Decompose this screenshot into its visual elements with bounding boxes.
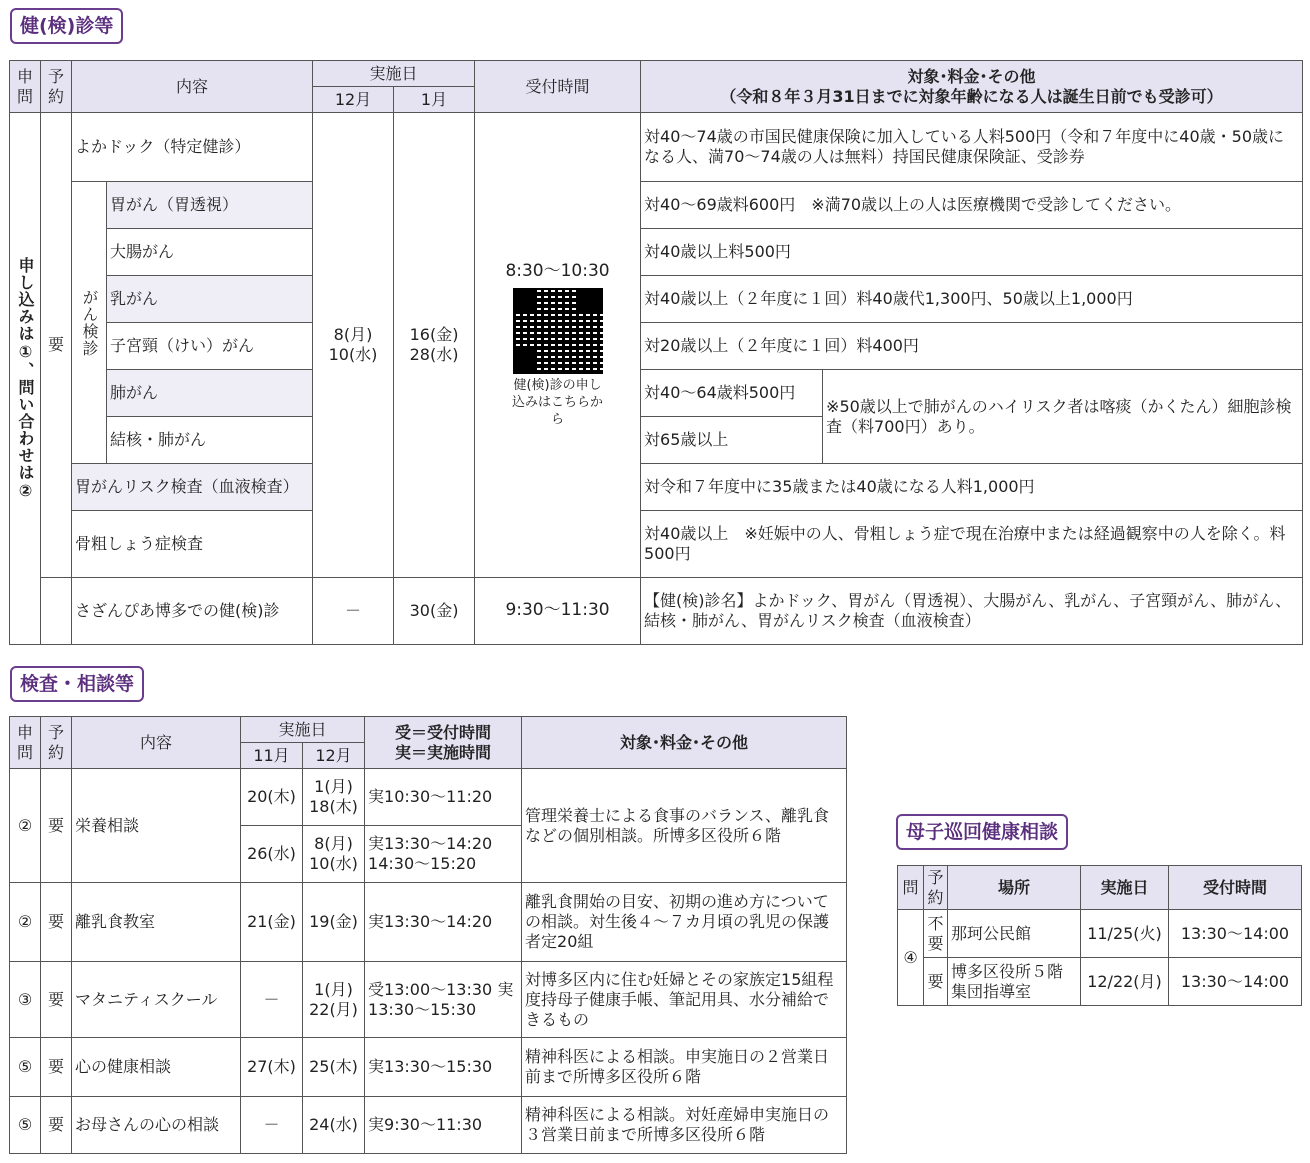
row-dec: 25(木)	[303, 1038, 365, 1097]
row-no: ③	[10, 962, 41, 1038]
legend-uketsuke: 受＝受付時間	[395, 722, 492, 742]
row-name: 離乳食教室	[72, 883, 241, 962]
header-taisho-main: 対象･料金･その他	[907, 66, 1036, 86]
row-nov: －	[241, 962, 303, 1038]
row-time: 実13:30～14:20	[365, 883, 522, 962]
boshi-date: 11/25(火)	[1081, 910, 1169, 958]
exam-detail-breast: 対40歳以上（２年度に１回）料40歳代1,300円、50歳以上1,000円	[641, 276, 1303, 323]
row-detail: 精神科医による相談。申実施日の２営業日前まで所博多区役所６階	[522, 1038, 847, 1097]
exam-detail-yoka-dock: 対40～74歳の市国民健康保険に加入している人料500円（令和７年度中に40歳・50歳になる人、満70～74歳の人は無料）持国民健康保険証、受診券	[641, 113, 1303, 182]
row-yoyaku: 要	[41, 1097, 72, 1154]
boshi-table	[897, 865, 1302, 1006]
row-time: 受13:00～13:30 実13:30～15:30	[365, 962, 522, 1038]
exam-name-colon: 大腸がん	[107, 229, 313, 276]
row-no: ②	[10, 883, 41, 962]
eiyou-dec-1: 1(月) 18(木)	[303, 769, 365, 826]
exam-detail-tb-lung: 対65歳以上	[641, 417, 823, 464]
header-uketsuke: 受付時間	[475, 61, 641, 113]
header-taisho	[641, 61, 1303, 113]
dates-dec: 8(月) 10(水)	[313, 113, 394, 578]
header-jisshibi: 実施日	[313, 61, 475, 87]
header-taisho-note: （令和８年３月31日までに対象年齢になる人は誕生日前でも受診可）	[720, 86, 1223, 106]
row-name: お母さんの心の相談	[72, 1097, 241, 1154]
exam-name-cervical: 子宮頸（けい）がん	[107, 323, 313, 370]
header2-naiyou: 内容	[72, 717, 241, 769]
header3-time: 受付時間	[1169, 866, 1302, 910]
section-title-boshi: 母子巡回健康相談	[896, 814, 1068, 850]
exam-name-yoka-dock: よかドック（特定健診）	[72, 113, 313, 182]
gan-kenshin-label: がん検診	[72, 182, 107, 464]
exam-detail-osteoporosis: 対40歳以上 ※妊娠中の人、骨粗しょう症で現在治療中または経過観察中の人を除く。料500円	[641, 511, 1303, 578]
header-naiyou: 内容	[72, 61, 313, 113]
reception-cell	[475, 113, 641, 578]
section-title-kensa-soudan: 検査・相談等	[10, 666, 144, 702]
boshi-date: 12/22(月)	[1081, 958, 1169, 1006]
application-note: 申し込みは①、問い合わせは②	[10, 113, 41, 645]
row-detail: 精神科医による相談。対妊産婦申実施日の３営業日前まで所博多区役所６階	[522, 1097, 847, 1154]
header-jan: 1月	[394, 87, 475, 113]
row-nov: 21(金)	[241, 883, 303, 962]
qr-caption: 健(検)診の申し込みはこちらから	[512, 378, 604, 428]
exam-detail-colon: 対40歳以上料500円	[641, 229, 1303, 276]
row-yoyaku: 要	[41, 883, 72, 962]
header2-yoyaku: 予約	[41, 717, 72, 769]
exam-name-breast: 乳がん	[107, 276, 313, 323]
exam-name-gastric-risk: 胃がんリスク検査（血液検査）	[72, 464, 313, 511]
eiyou-nov-1: 20(木)	[241, 769, 303, 826]
row-no: ⑤	[10, 1038, 41, 1097]
row-dec: 1(月) 22(月)	[303, 962, 365, 1038]
header3-date: 実施日	[1081, 866, 1169, 910]
header2-legend	[365, 717, 522, 769]
exam-detail-cervical: 対20歳以上（２年度に１回）料400円	[641, 323, 1303, 370]
eiyou-dec-2: 8(月) 10(水)	[303, 826, 365, 883]
legend-jisshi: 実＝実施時間	[395, 742, 492, 762]
row-time: 実9:30～11:30	[365, 1097, 522, 1154]
header3-yoyaku: 予約	[924, 866, 948, 910]
sazanpia-yoyaku-blank	[41, 578, 72, 645]
eiyou-time-2: 実13:30～14:20 14:30～15:20	[365, 826, 522, 883]
boshi-yoyaku: 要	[924, 958, 948, 1006]
sazanpia-time: 9:30～11:30	[475, 578, 641, 645]
exam-name-stomach: 胃がん（胃透視）	[107, 182, 313, 229]
kensa-soudan-table	[9, 716, 847, 1154]
eiyou-detail: 管理栄養士による食事のバランス、離乳食などの個別相談。所博多区役所６階	[522, 769, 847, 883]
header-dec: 12月	[313, 87, 394, 113]
section-title-kenshin: 健(検)診等	[10, 8, 123, 44]
eiyou-name: 栄養相談	[72, 769, 241, 883]
boshi-place: 博多区役所５階集団指導室	[948, 958, 1081, 1006]
qr-code[interactable]	[513, 288, 603, 374]
row-yoyaku: 要	[41, 962, 72, 1038]
row-name: 心の健康相談	[72, 1038, 241, 1097]
row-nov: －	[241, 1097, 303, 1154]
boshi-no: ④	[898, 910, 924, 1006]
exam-detail-sazanpia: 【健(検)診名】よかドック、胃がん（胃透視）、大腸がん、乳がん、子宮頸がん、肺がん、結核・肺がん、胃がんリスク検査（血液検査）	[641, 578, 1303, 645]
kenshin-table	[9, 60, 1303, 645]
header-yoyaku: 予約	[41, 61, 72, 113]
row-nov: 27(木)	[241, 1038, 303, 1097]
header-ko-toi: 申 問	[10, 61, 41, 113]
row-dec: 19(金)	[303, 883, 365, 962]
header2-dec: 12月	[303, 743, 365, 769]
reception-time: 8:30～10:30	[505, 261, 610, 282]
eiyou-no: ②	[10, 769, 41, 883]
boshi-time: 13:30～14:00	[1169, 958, 1302, 1006]
eiyou-yoyaku: 要	[41, 769, 72, 883]
header2-taisho: 対象･料金･その他	[522, 717, 847, 769]
row-no: ⑤	[10, 1097, 41, 1154]
boshi-time: 13:30～14:00	[1169, 910, 1302, 958]
exam-detail-gastric-risk: 対令和７年度中に35歳または40歳になる人料1,000円	[641, 464, 1303, 511]
exam-detail-lung: 対40～64歳料500円	[641, 370, 823, 417]
yoyaku-required: 要	[41, 113, 72, 578]
row-name: マタニティスクール	[72, 962, 241, 1038]
lung-note: ※50歳以上で肺がんのハイリスク者は喀痰（かくたん）細胞診検査（料700円）あり。	[823, 370, 1303, 464]
row-time: 実13:30～15:30	[365, 1038, 522, 1097]
sazanpia-dec: －	[313, 578, 394, 645]
header2-ko-toi: 申 問	[10, 717, 41, 769]
header2-nov: 11月	[241, 743, 303, 769]
eiyou-time-1: 実10:30～11:20	[365, 769, 522, 826]
exam-name-lung: 肺がん	[107, 370, 313, 417]
header3-place: 場所	[948, 866, 1081, 910]
row-detail: 対博多区内に住む妊婦とその家族定15組程度持母子健康手帳、筆記用具、水分補給できるもの	[522, 962, 847, 1038]
exam-name-tb-lung: 結核・肺がん	[107, 417, 313, 464]
row-dec: 24(水)	[303, 1097, 365, 1154]
header3-toi: 問	[898, 866, 924, 910]
exam-name-osteoporosis: 骨粗しょう症検査	[72, 511, 313, 578]
row-detail: 離乳食開始の目安、初期の進め方についての相談。対生後４～７カ月頃の乳児の保護者定20組	[522, 883, 847, 962]
exam-detail-stomach: 対40～69歳料600円 ※満70歳以上の人は医療機関で受診してください。	[641, 182, 1303, 229]
row-yoyaku: 要	[41, 1038, 72, 1097]
exam-name-sazanpia: さざんぴあ博多での健(検)診	[72, 578, 313, 645]
dates-jan: 16(金) 28(水)	[394, 113, 475, 578]
sazanpia-jan: 30(金)	[394, 578, 475, 645]
eiyou-nov-2: 26(水)	[241, 826, 303, 883]
boshi-place: 那珂公民館	[948, 910, 1081, 958]
boshi-yoyaku: 不要	[924, 910, 948, 958]
header2-jisshibi: 実施日	[241, 717, 365, 743]
